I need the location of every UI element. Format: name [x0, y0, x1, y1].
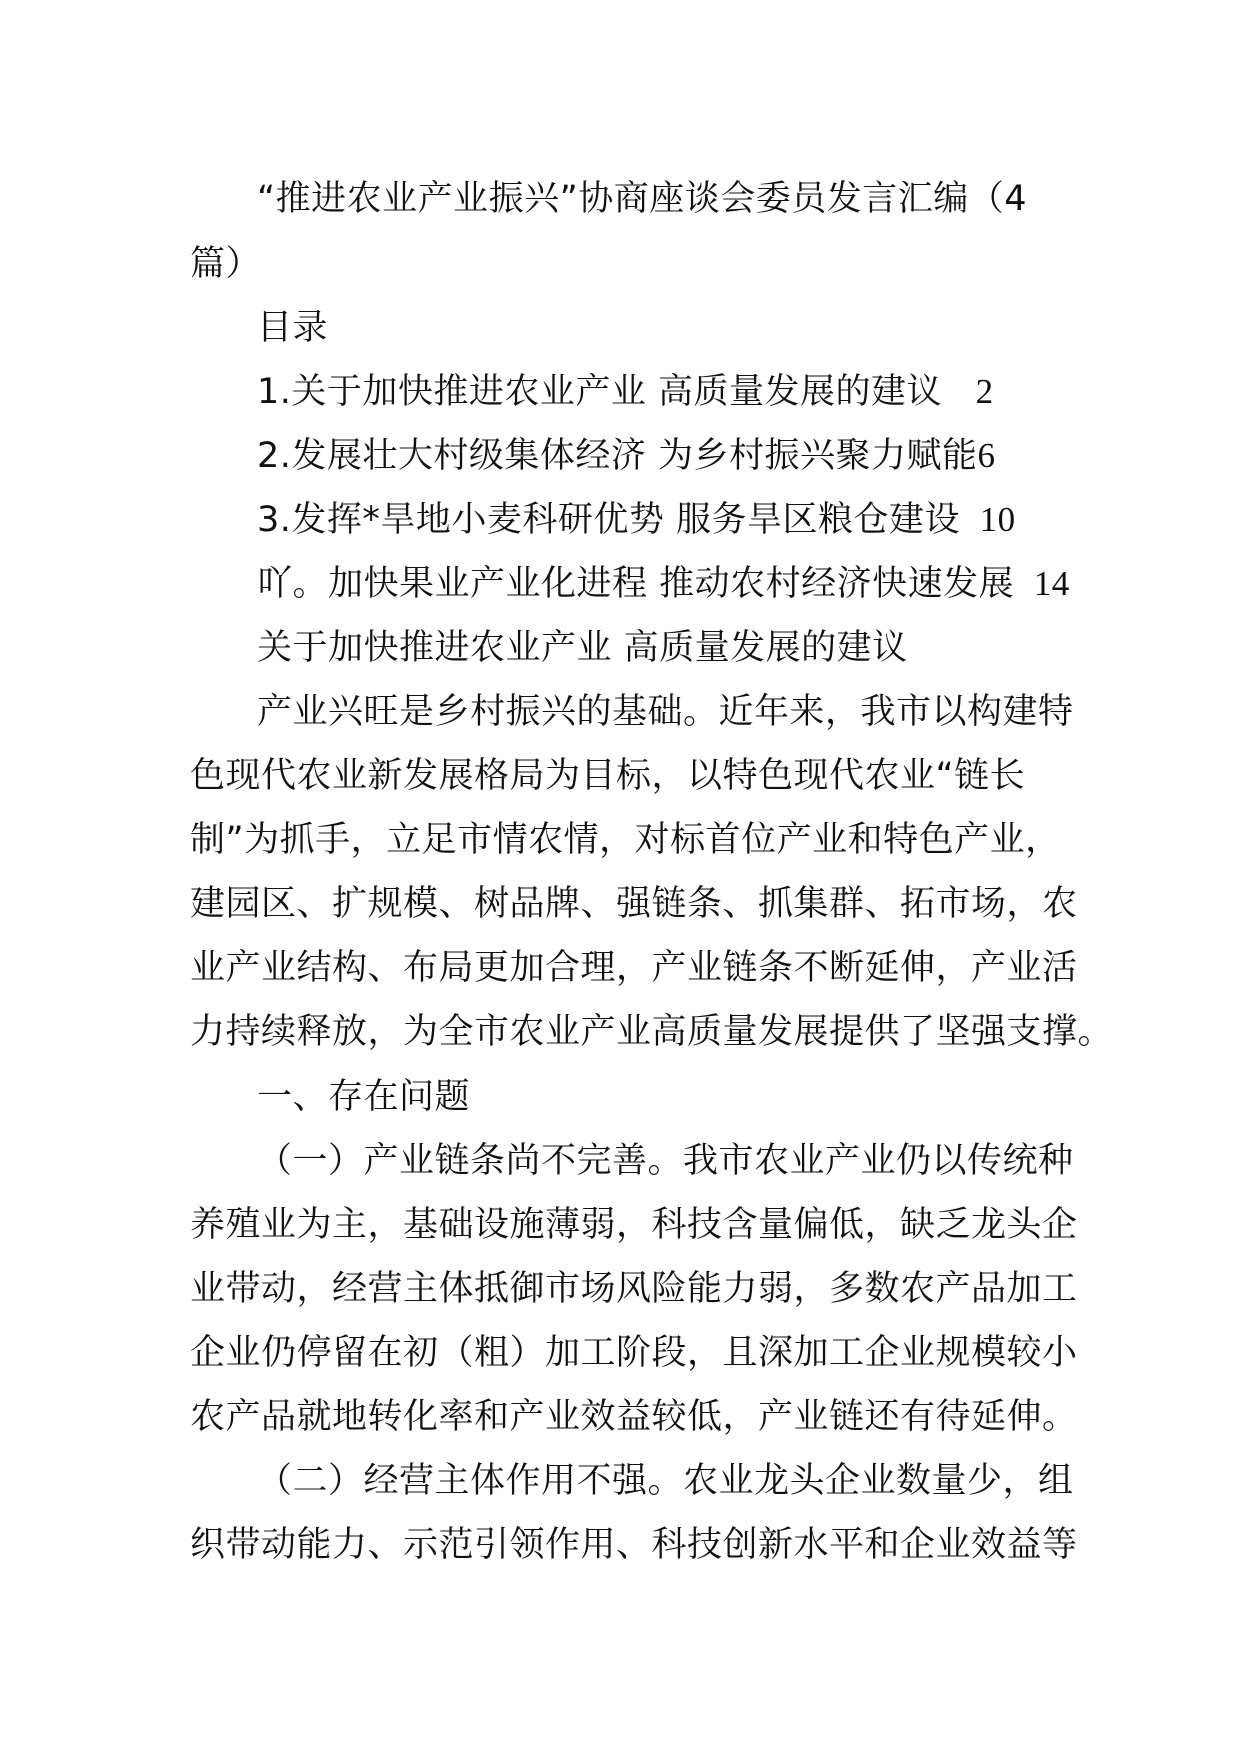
- paragraph-line: 养殖业为主，基础设施薄弱，科技含量偏低，缺乏龙头企: [190, 1205, 1078, 1245]
- paragraph-line: 业产业结构、布局更加合理，产业链条不断延伸，产业活: [190, 948, 1078, 988]
- toc-entry[interactable]: [257, 562, 1127, 606]
- paragraph-line: 农产品就地转化率和产业效益较低，产业链还有待延伸。: [190, 1397, 1078, 1437]
- toc-entry-page: 6: [977, 436, 996, 475]
- toc-entry-text: 1.关于加快推进农业产业 高质量发展的建议: [257, 372, 943, 412]
- section-title: 关于加快推进农业产业 高质量发展的建议: [257, 628, 908, 668]
- paragraph-line: 织带动能力、示范引领作用、科技创新水平和企业效益等: [190, 1525, 1078, 1565]
- toc-entry-page: 14: [1033, 564, 1070, 603]
- toc-entry-text: 吖。加快果业产业化进程 推动农村经济快速发展: [257, 564, 1015, 604]
- paragraph-line: 制”为抓手，立足市情农情，对标首位产业和特色产业，: [190, 820, 1061, 860]
- toc-entry[interactable]: [257, 434, 1127, 478]
- document-title-line-2: 篇）: [190, 244, 262, 284]
- paragraph-line: 业带动，经营主体抵御市场风险能力弱，多数农产品加工: [190, 1269, 1078, 1309]
- toc-entry-page: 10: [979, 500, 1016, 539]
- toc-entry[interactable]: [257, 498, 1127, 542]
- toc-entry-page: 2: [975, 372, 994, 411]
- paragraph-line: 建园区、扩规模、树品牌、强链条、抓集群、拓市场，农: [190, 884, 1078, 924]
- paragraph-line: 企业仍停留在初（粗）加工阶段，且深加工企业规模较小: [190, 1333, 1078, 1373]
- toc-heading: 目录: [257, 308, 329, 348]
- section-heading: 一、存在问题: [257, 1077, 471, 1117]
- document-title-line-1: “推进农业产业振兴”协商座谈会委员发言汇编（4: [257, 179, 1028, 219]
- toc-entry-text: 2.发展壮大村级集体经济 为乡村振兴聚力赋能: [257, 436, 978, 476]
- paragraph-line: 色现代农业新发展格局为目标，以特色现代农业“链长: [190, 756, 1026, 796]
- paragraph-line: 力持续释放，为全市农业产业高质量发展提供了坚强支撑。: [190, 1012, 1114, 1052]
- paragraph-line: 产业兴旺是乡村振兴的基础。近年来，我市以构建特: [257, 692, 1074, 732]
- toc-entry-text: 3.发挥*旱地小麦科研优势 服务旱区粮仓建设: [257, 500, 961, 540]
- paragraph-line: （一）产业链条尚不完善。我市农业产业仍以传统种: [257, 1141, 1074, 1181]
- toc-entry[interactable]: [257, 370, 1127, 414]
- paragraph-line: （二）经营主体作用不强。农业龙头企业数量少，组: [257, 1461, 1074, 1501]
